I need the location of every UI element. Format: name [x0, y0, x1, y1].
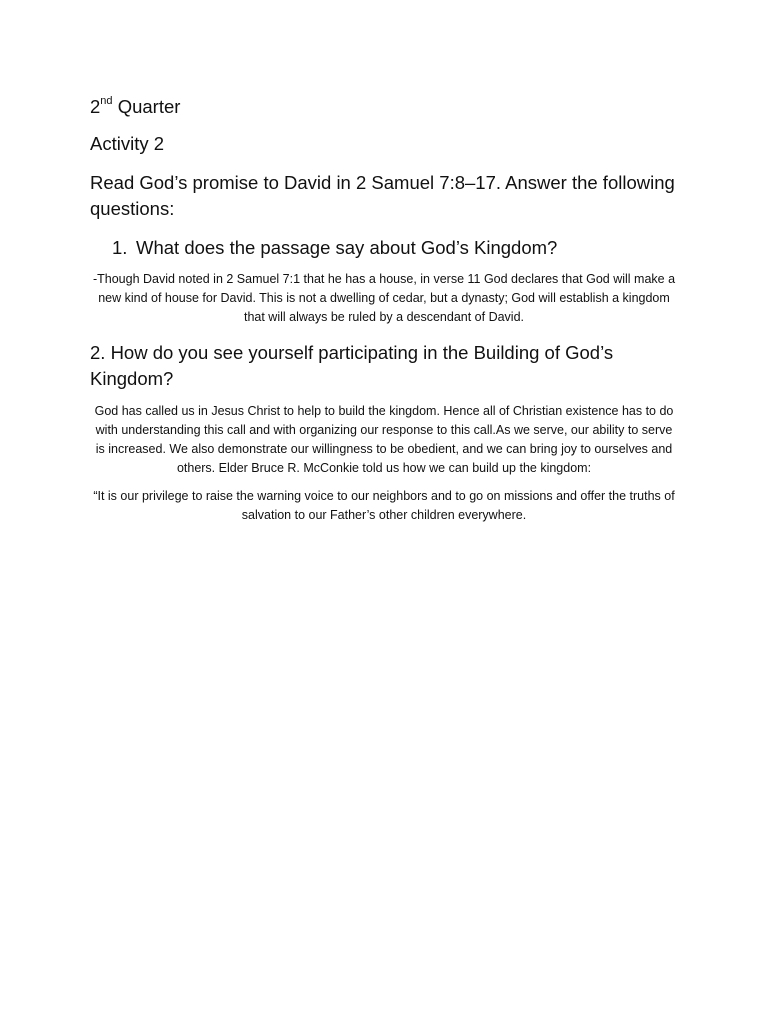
question-1-number: 1. — [112, 237, 128, 258]
question-1-text: What does the passage say about God’s Kingdom? — [136, 237, 558, 258]
instructions-text: Read God’s promise to David in 2 Samuel 7:8–17. Answer the following questions: — [90, 172, 675, 219]
question-2: 2. How do you see yourself participating in the Building of God’s Kingdom? — [90, 342, 614, 389]
quote-paragraph: “It is our privilege to raise the warning voice to our neighbors and to go on missions and offer the truths of salvation to our Father’s other children everywhere. — [93, 489, 675, 522]
quarter-number: 2 — [90, 96, 101, 117]
quarter-suffix: nd — [100, 94, 113, 107]
answer-1: -Though David noted in 2 Samuel 7:1 that he has a house, in verse 11 God declares that God will make a new kind of house for David. This is not a dwelling of cedar, but a dynasty; God will establish a kingdom that will always be ruled by a descendant of David. — [92, 272, 676, 324]
activity-title: Activity 2 — [90, 133, 165, 154]
question-1 — [112, 235, 672, 261]
quarter-heading — [90, 94, 180, 120]
answer-2: God has called us in Jesus Christ to help to build the kingdom. Hence all of Christian existence has to do with understanding this call and with organizing our response to this call.As we serve, our ability to serve is increased. We also demonstrate our willingness to be obedient, and we can bring joy to ourselves and others. Elder Bruce R. McConkie told us how we can build up the kingdom: — [94, 404, 674, 475]
quarter-word: Quarter — [117, 96, 181, 117]
